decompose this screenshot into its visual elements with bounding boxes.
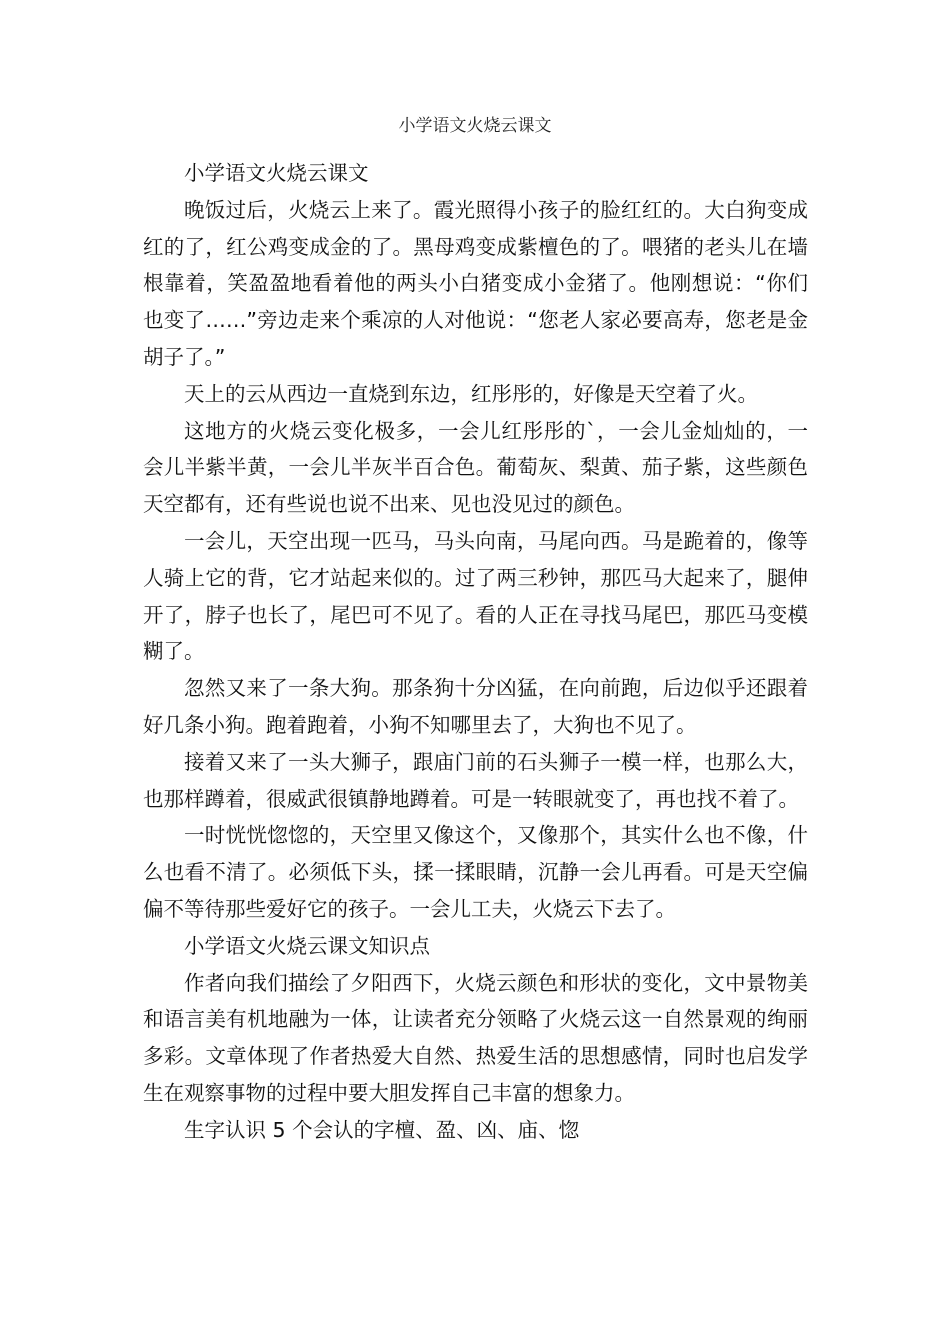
paragraph-5: 忽然又来了一条大狗。那条狗十分凶猛，在向前跑，后边似乎还跟着好几条小狗。跑着跑着，小狗不知哪里去了，大狗也不见了。 bbox=[143, 676, 808, 737]
article-title: 小学语文火烧云课文 bbox=[184, 161, 369, 185]
paragraph-2: 天上的云从西边一直烧到东边，红彤彤的，好像是天空着了火。 bbox=[184, 381, 758, 406]
page-header-title: 小学语文火烧云课文 bbox=[398, 116, 552, 136]
paragraph-7: 一时恍恍惚惚的，天空里又像这个，又像那个，其实什么也不像，什么也看不清了。必须低下头，揉一揉眼睛，沉静一会儿再看。可是天空偏偏不等待那些爱好它的孩子。一会儿工夫，火烧云下去了。 bbox=[143, 823, 808, 921]
paragraph-4: 一会儿，天空出现一匹马，马头向南，马尾向西。马是跪着的，像等人骑上它的背，它才站起来似的。过了两三秒钟，那匹马大起来了，腿伸开了，脖子也长了，尾巴可不见了。看的人正在寻找马尾巴，那匹马变模糊了。 bbox=[143, 528, 808, 664]
paragraph-3: 这地方的火烧云变化极多，一会儿红彤彤的`，一会儿金灿灿的，一会儿半紫半黄，一会儿半灰半百合色。葡萄灰、梨黄、茄子紫，这些颜色天空都有，还有些说也说不出来、见也没见过的颜色。 bbox=[143, 418, 808, 517]
document-body bbox=[143, 155, 808, 1149]
paragraph-8: 作者向我们描绘了夕阳西下，火烧云颜色和形状的变化，文中景物美和语言美有机地融为一体，让读者充分领略了火烧云这一自然景观的绚丽多彩。文章体现了作者热爱大自然、热爱生活的思想感情，同时也启发学生在观察事物的过程中要大胆发挥自己丰富的想象力。 bbox=[143, 970, 808, 1105]
paragraph-6: 接着又来了一头大狮子，跟庙门前的石头狮子一模一样，也那么大，也那样蹲着，很威武很镇静地蹲着。可是一转眼就变了，再也找不着了。 bbox=[143, 749, 808, 811]
section-heading-knowledge: 小学语文火烧云课文知识点 bbox=[184, 933, 430, 958]
paragraph-9: 生字认识 5 个会认的字檀、盈、凶、庙、惚 bbox=[184, 1117, 580, 1142]
paragraph-1: 晚饭过后，火烧云上来了。霞光照得小孩子的脸红红的。大白狗变成红的了，红公鸡变成金的了。黑母鸡变成紫檀色的了。喂猪的老头儿在墙根靠着，笑盈盈地看着他的两头小白猪变成小金猪了。他刚想说：“你们也变了……”旁边走来个乘凉的人对他说：“您老人家必要高寿，您老是金胡子了。” bbox=[143, 197, 808, 369]
